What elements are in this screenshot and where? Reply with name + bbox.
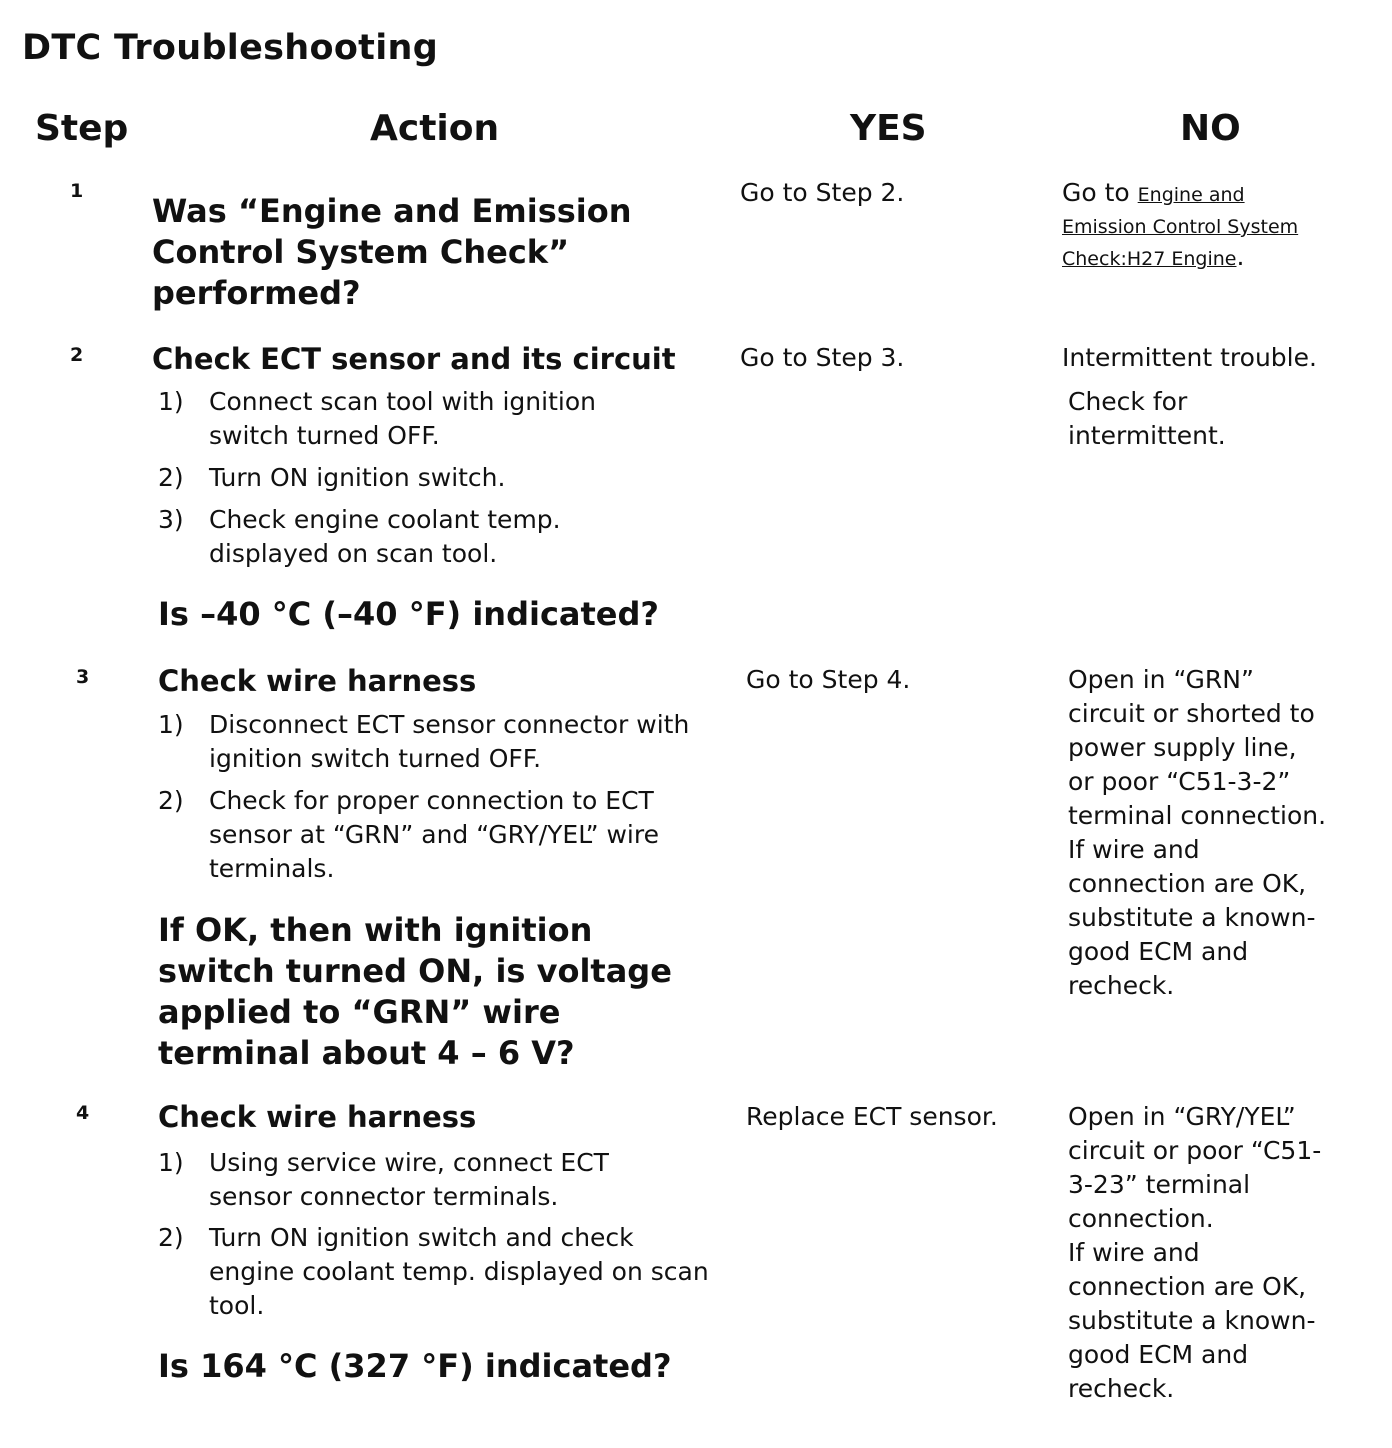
step-number: 3 — [76, 666, 90, 688]
no-result: Check for intermittent. — [1068, 387, 1226, 450]
step-number: 1 — [70, 180, 84, 202]
page-title: DTC Troubleshooting — [22, 28, 439, 68]
header-yes: YES — [850, 108, 927, 149]
substep: 1) Using service wire, connect ECT sensor connector terminals. — [158, 1148, 609, 1211]
engine-check-link[interactable]: Emission Control System — [1062, 216, 1299, 238]
substep: 1) Disconnect ECT sensor connector with ignition switch turned OFF. — [158, 710, 690, 773]
no-result: Intermittent trouble. — [1062, 343, 1317, 372]
substep: 2) Check for proper connection to ECT sensor at “GRN” and “GRY/YEL” wire terminals. — [158, 786, 659, 883]
yes-result: Replace ECT sensor. — [746, 1102, 998, 1131]
substep: 2) Turn ON ignition switch and check engine coolant temp. displayed on scan tool. — [158, 1223, 709, 1320]
header-step: Step — [35, 108, 129, 149]
step-heading: Check wire harness — [158, 1100, 477, 1134]
header-no: NO — [1180, 108, 1241, 149]
yes-result: Go to Step 4. — [746, 665, 911, 694]
no-result: Open in “GRY/YEL” circuit or poor “C51- 3-23” terminal connection. If wire and connection are OK, substitute a known- good ECM and recheck. — [1068, 1102, 1322, 1403]
engine-check-link[interactable]: Engine and — [1137, 184, 1245, 206]
yes-result: Go to Step 3. — [740, 343, 905, 372]
engine-check-link[interactable]: Check:H27 Engine — [1062, 248, 1237, 270]
substep: 1) Connect scan tool with ignition switch turned OFF. — [158, 387, 596, 450]
step-heading: Check wire harness — [158, 664, 477, 698]
step-question: If OK, then with ignition switch turned ON, is voltage applied to “GRN” wire terminal about 4 – 6 V? — [158, 911, 672, 1072]
yes-result: Go to Step 2. — [740, 178, 905, 207]
step-number: 2 — [70, 344, 84, 366]
step-heading: Check ECT sensor and its circuit — [152, 342, 676, 376]
step-question: Is 164 °C (327 °F) indicated? — [158, 1347, 672, 1385]
step-number: 4 — [76, 1102, 90, 1124]
step-question: Was “Engine and Emission Control System Check” performed? — [152, 192, 632, 312]
substep: 3) Check engine coolant temp. displayed on scan tool. — [158, 505, 561, 568]
header-action: Action — [370, 108, 500, 149]
substep: 2) Turn ON ignition switch. — [158, 463, 506, 492]
step-question: Is –40 °C (–40 °F) indicated? — [158, 595, 659, 633]
no-result: Open in “GRN” circuit or shorted to power supply line, or poor “C51-3-2” terminal connection. If wire and connection are OK, substitute a known- good ECM and recheck. — [1068, 665, 1327, 1000]
no-result: Go to Engine and Emission Control System Check:H27 Engine. — [1062, 178, 1299, 271]
